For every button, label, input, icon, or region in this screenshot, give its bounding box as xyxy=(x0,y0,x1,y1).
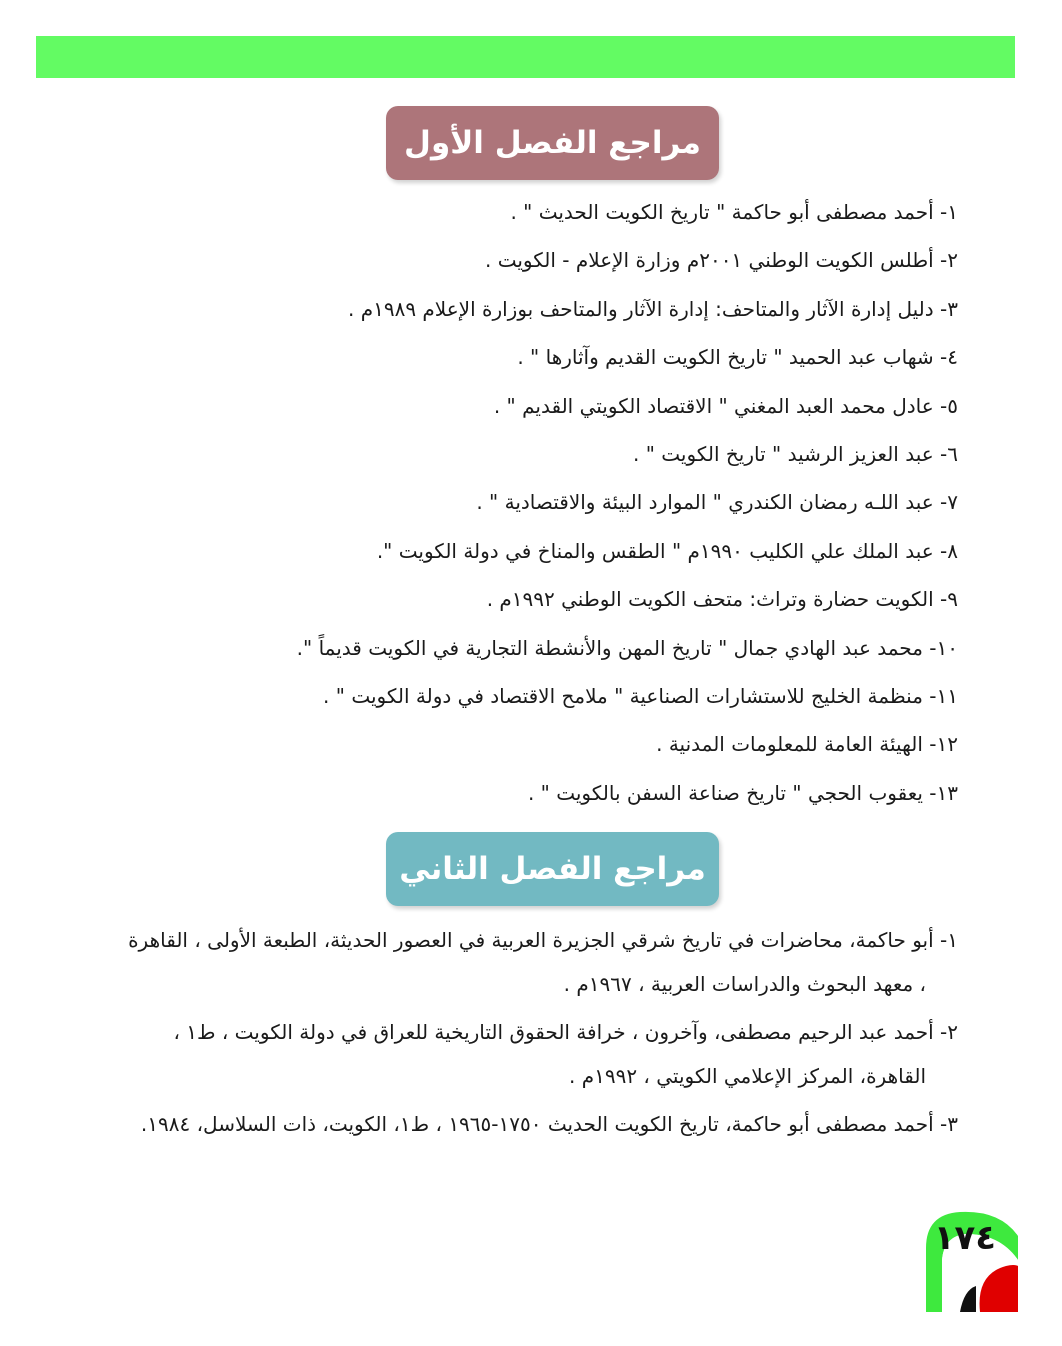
chapter-1-references-list xyxy=(158,190,958,819)
reference-item: ٣- دليل إدارة الآثار والمتاحف: إدارة الآثار والمتاحف بوزارة الإعلام ١٩٨٩م . xyxy=(347,296,958,321)
reference-item: ٥- عادل محمد العبد المغني " الاقتصاد الكويتي القديم " . xyxy=(493,393,958,418)
header-color-bar xyxy=(36,36,1015,78)
reference-item: ١٣- يعقوب الحجي " تاريخ صناعة السفن بالكويت " . xyxy=(527,780,958,805)
reference-item: ٦- عبد العزيز الرشيد " تاريخ الكويت " . xyxy=(633,441,958,466)
reference-item: ٧- عبد اللـه رمضان الكندري " الموارد البيئة والاقتصادية " . xyxy=(476,490,958,515)
reference-item: ١- أبو حاكمة، محاضرات في تاريخ شرقي الجزيرة العربية في العصور الحديثة، الطبعة الأولى ، القاهرة ، معهد البحوث والدراسات العربية ، ١٩٦٧م . xyxy=(128,928,958,996)
reference-item: ٢- أطلس الكويت الوطني ٢٠٠١م وزارة الإعلام - الكويت . xyxy=(485,248,958,273)
chapter-2-references-title: مراجع الفصل الثاني xyxy=(386,832,719,906)
reference-item: ٨- عبد الملك علي الكليب ١٩٩٠م " الطقس والمناخ في دولة الكويت ". xyxy=(376,538,958,563)
reference-item: ١١- منظمة الخليج للاستشارات الصناعية " ملامح الاقتصاد في دولة الكويت " . xyxy=(323,683,958,708)
reference-item: ١- أحمد مصطفى أبو حاكمة " تاريخ الكويت الحديث " . xyxy=(510,200,958,224)
reference-item: ٢- أحمد عبد الرحيم مصطفى، وآخرون ، خرافة الحقوق التاريخية للعراق في دولة الكويت ، ط١ ، القاهرة، المركز الإعلامي الكويتي ، ١٩٩٢م . xyxy=(173,1020,958,1088)
reference-item: ٩- الكويت حضارة وتراث: متحف الكويت الوطني ١٩٩٢م . xyxy=(486,587,958,612)
reference-item: ١٢- الهيئة العامة للمعلومات المدنية . xyxy=(656,732,958,757)
reference-item: ١٠- محمد عبد الهادي جمال " تاريخ المهن والأنشطة التجارية في الكويت قديماً ". xyxy=(296,635,958,660)
reference-item: ٣- أحمد مصطفى أبو حاكمة، تاريخ الكويت الحديث ١٧٥٠-١٩٦٥ ، ط١، الكويت، ذات السلاسل، ١٩٨٤. xyxy=(140,1112,958,1136)
chapter-2-references-list xyxy=(118,918,958,1150)
reference-item: ٤- شهاب عبد الحميد " تاريخ الكويت القديم وآثارها " . xyxy=(517,345,958,370)
chapter-1-references-title: مراجع الفصل الأول xyxy=(386,106,719,180)
page-number: ١٧٤ xyxy=(933,1218,996,1258)
